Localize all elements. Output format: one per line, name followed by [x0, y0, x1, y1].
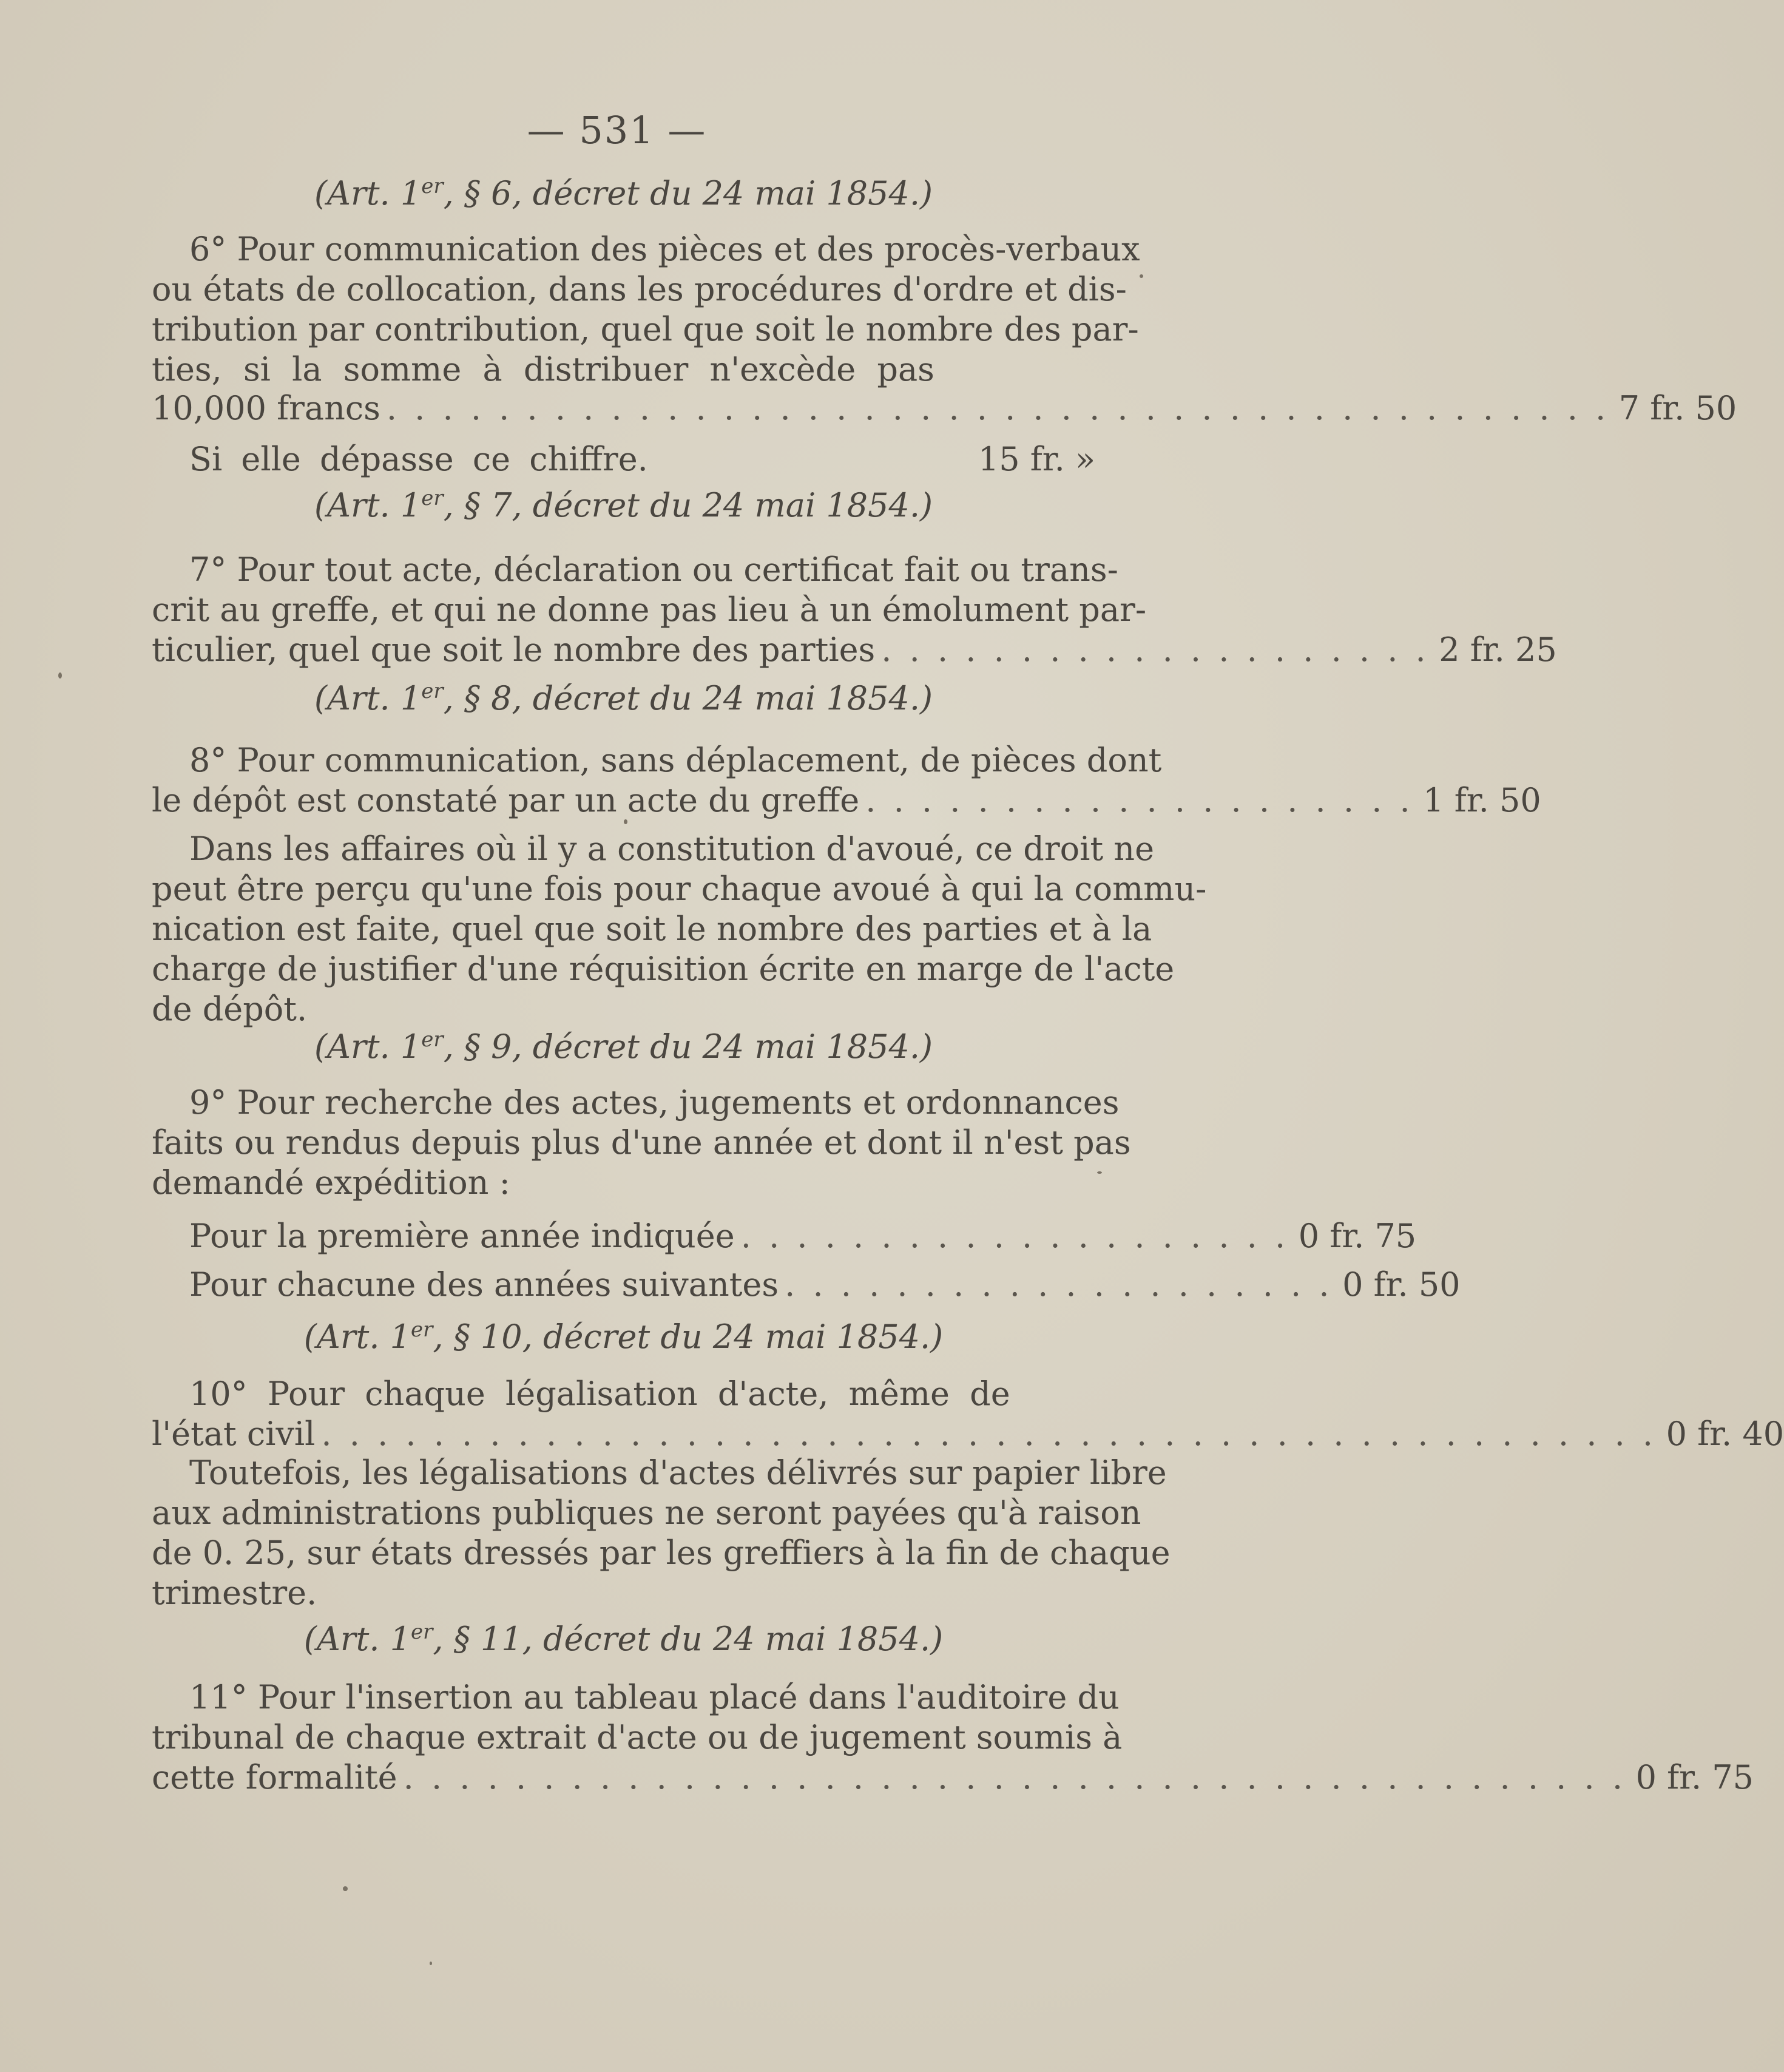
paragraph-6-line: tribution par contribution, quel que soit le nombre des par- [152, 310, 1139, 348]
tariff-line [152, 780, 1541, 821]
reference-text: , § 9, décret du 24 mai 1854.) [443, 1028, 933, 1066]
paragraph-6-text: ties, si la somme à distribuer n'excède pas [152, 350, 934, 388]
reference-text: (Art. 1 [314, 1028, 422, 1066]
reference-text: (Art. 1 [314, 174, 422, 212]
tariff-label: le dépôt est constaté par un acte du greffe [152, 781, 860, 819]
paper-speck [624, 819, 627, 824]
tariff-line [152, 1265, 1461, 1305]
tariff-line [152, 1216, 1417, 1256]
dot-leader: . . . . . . . . . . . . . . . . . . . . . . . . . . . . . . . . . . . . . . . . . . . . [386, 389, 1610, 427]
tariff-price: 0 fr. 75 [1298, 1217, 1417, 1255]
article-reference-9 [152, 1027, 1095, 1067]
paper-speck [430, 1962, 432, 1965]
tariff-price: 1 fr. 50 [1423, 781, 1541, 819]
reference-superscript: er [421, 679, 444, 703]
tariff-price: 15 fr. » [978, 440, 1095, 478]
paragraph-6-line: 6° Pour communication des pièces et des procès-verbaux [189, 230, 1140, 268]
paragraph-10-line [152, 1374, 1095, 1414]
tariff-line [152, 388, 1737, 428]
reference-superscript: er [421, 174, 444, 198]
reference-text: , § 7, décret du 24 mai 1854.) [443, 486, 933, 524]
tariff-price: 7 fr. 50 [1618, 389, 1737, 427]
page-number: — 531 — [527, 108, 707, 152]
tariff-price: 2 fr. 25 [1439, 631, 1557, 669]
reference-superscript: er [421, 486, 444, 510]
reference-text: , § 11, décret du 24 mai 1854.) [433, 1620, 944, 1658]
tariff-price: 0 fr. 50 [1342, 1265, 1461, 1304]
reference-text: , § 6, décret du 24 mai 1854.) [443, 174, 933, 212]
reference-text: , § 8, décret du 24 mai 1854.) [443, 679, 933, 717]
paragraph-6-line [152, 350, 1095, 390]
tariff-line [152, 1414, 1784, 1454]
tariff-line [152, 1758, 1754, 1798]
paragraph-8-line: nication est faite, quel que soit le nombre des parties et à la [152, 910, 1152, 948]
paper-speck [1097, 1171, 1102, 1174]
dot-leader: . . . . . . . . . . . . . . . . . . . . [865, 781, 1414, 819]
paragraph-8-line: de dépôt. [152, 990, 308, 1028]
paragraph-6-line: ou états de collocation, dans les procédures d'ordre et dis- [152, 270, 1127, 308]
article-reference-8 [152, 679, 1095, 719]
tariff-label: Pour la première année indiquée [189, 1217, 735, 1255]
paragraph-7-line: 7° Pour tout acte, déclaration ou certificat fait ou trans- [189, 550, 1118, 589]
paragraph-8-line: peut être perçu qu'une fois pour chaque avoué à qui la commu- [152, 870, 1207, 908]
paragraph-11-line: tribunal de chaque extrait d'acte ou de jugement soumis à [152, 1718, 1123, 1756]
paragraph-8-line: Dans les affaires où il y a constitution d'avoué, ce droit ne [189, 830, 1155, 868]
tariff-line [152, 630, 1557, 670]
tariff-label: l'état civil [152, 1415, 316, 1453]
paragraph-7-line: crit au greffe, et qui ne donne pas lieu à un émolument par- [152, 591, 1147, 629]
dot-leader: . . . . . . . . . . . . . . . . . . . . [881, 631, 1430, 669]
dot-leader: . . . . . . . . . . . . . . . . . . . . [740, 1217, 1289, 1255]
paragraph-10-line: aux administrations publiques ne seront payées qu'à raison [152, 1494, 1141, 1532]
article-reference-11 [152, 1619, 1095, 1659]
tariff-line [152, 439, 1095, 479]
tariff-price: 0 fr. 40 [1666, 1415, 1784, 1453]
paragraph-8-line: charge de justifier d'une réquisition écrite en marge de l'acte [152, 950, 1175, 988]
reference-text: (Art. 1 [303, 1620, 411, 1658]
paragraph-11-line: 11° Pour l'insertion au tableau placé dans l'auditoire du [189, 1678, 1120, 1716]
paper-speck [343, 1886, 348, 1891]
paragraph-10-text: 10° Pour chaque légalisation d'acte, même de [189, 1375, 1010, 1413]
tariff-label: Pour chacune des années suivantes [189, 1265, 779, 1304]
dot-leader: . . . . . . . . . . . . . . . . . . . . . . . . . . . . . . . . . . . . . . . . . . . . [403, 1758, 1626, 1796]
paper-speck [1140, 274, 1143, 278]
reference-text: (Art. 1 [314, 679, 422, 717]
paragraph-8-line: 8° Pour communication, sans déplacement, de pièces dont [189, 741, 1162, 779]
tariff-label: cette formalité [152, 1758, 397, 1796]
reference-superscript: er [411, 1620, 433, 1644]
paragraph-9-line: 9° Pour recherche des actes, jugements et ordonnances [189, 1083, 1120, 1122]
paragraph-9-line: faits ou rendus depuis plus d'une année et dont il n'est pas [152, 1123, 1131, 1162]
tariff-price: 0 fr. 75 [1635, 1758, 1754, 1796]
tariff-label: 10,000 francs [152, 389, 380, 427]
paragraph-10-line: de 0. 25, sur états dressés par les greffiers à la fin de chaque [152, 1534, 1171, 1572]
paper-speck [58, 672, 62, 679]
paragraph-9-line: demandé expédition : [152, 1163, 510, 1202]
dot-leader: . . . . . . . . . . . . . . . . . . . . [785, 1265, 1333, 1304]
reference-text: (Art. 1 [303, 1318, 411, 1356]
reference-text: (Art. 1 [314, 486, 422, 524]
dot-leader: . . . . . . . . . . . . . . . . . . . . . . . . . . . . . . . . . . . . . . . . . . . . . . . . [321, 1415, 1657, 1453]
article-reference-10 [152, 1317, 1095, 1357]
paragraph-10-line: trimestre. [152, 1574, 317, 1612]
article-reference-7 [152, 486, 1095, 526]
tariff-label: Si elle dépasse ce chiffre. [189, 440, 648, 478]
tariff-label: ticulier, quel que soit le nombre des parties [152, 631, 876, 669]
reference-superscript: er [411, 1318, 433, 1342]
article-reference-6 [152, 174, 1095, 214]
reference-superscript: er [421, 1028, 444, 1052]
paragraph-10-line: Toutefois, les légalisations d'actes délivrés sur papier libre [189, 1454, 1167, 1492]
reference-text: , § 10, décret du 24 mai 1854.) [433, 1318, 944, 1356]
